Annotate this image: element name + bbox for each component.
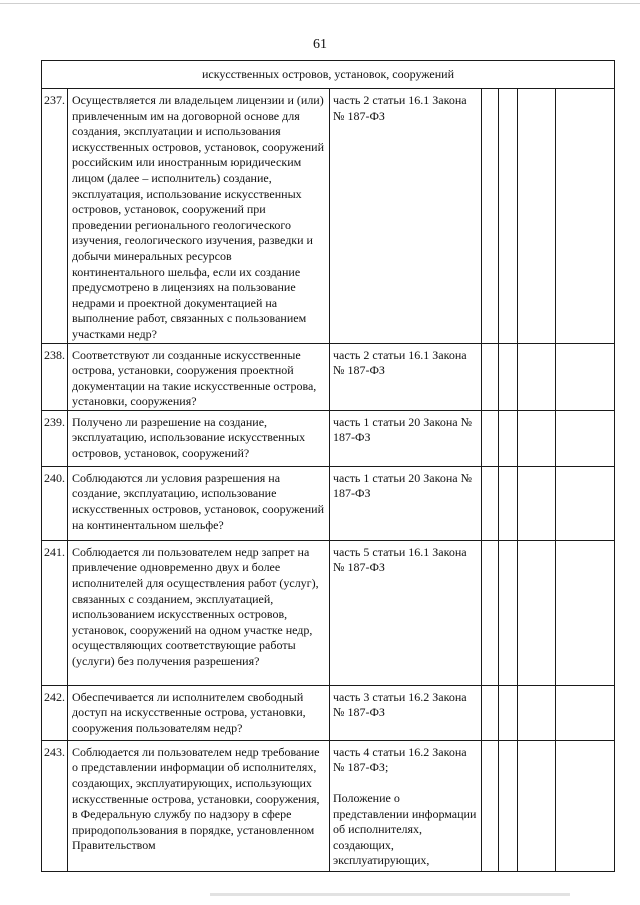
- legal-reference-text: часть 4 статьи 16.2 Закона № 187-ФЗ;: [333, 744, 467, 775]
- legal-reference: [330, 466, 482, 540]
- row-number: 240.: [42, 466, 68, 540]
- answer-no-cell: [499, 343, 518, 410]
- spacer: [333, 776, 478, 791]
- comment-cell: [556, 343, 615, 410]
- table-row: [42, 466, 615, 540]
- answer-na-cell: [518, 685, 556, 740]
- table-row: [42, 740, 615, 871]
- legal-reference: [330, 410, 482, 466]
- legal-reference-text: часть 1 статьи 20 Закона № 187-ФЗ: [333, 470, 473, 501]
- comment-cell: [556, 410, 615, 466]
- legal-reference: [330, 740, 482, 871]
- table-row: [42, 685, 615, 740]
- legal-reference: [330, 685, 482, 740]
- question-text: Соблюдаются ли условия разрешения на создание, эксплуатацию, использование искусственных островов, установок, сооружений на континентальном шельфе?: [68, 466, 330, 540]
- scan-bottom-shadow: [210, 893, 570, 896]
- legal-reference: [330, 89, 482, 344]
- answer-yes-cell: [482, 540, 499, 685]
- answer-no-cell: [499, 89, 518, 344]
- answer-yes-cell: [482, 740, 499, 871]
- legal-reference-text: часть 2 статьи 16.1 Закона № 187-ФЗ: [333, 93, 467, 123]
- answer-na-cell: [518, 343, 556, 410]
- comment-cell: [556, 540, 615, 685]
- answer-yes-cell: [482, 466, 499, 540]
- answer-yes-cell: [482, 685, 499, 740]
- answer-no-cell: [499, 410, 518, 466]
- legal-reference-text: часть 1 статьи 20 Закона № 187-ФЗ: [333, 414, 473, 445]
- comment-cell: [556, 740, 615, 871]
- legal-reference-text: часть 3 статьи 16.2 Закона № 187-ФЗ: [333, 689, 467, 720]
- row-number: 237.: [42, 89, 68, 344]
- answer-no-cell: [499, 740, 518, 871]
- page-number: 61: [313, 37, 327, 52]
- question-text: Соответствуют ли созданные искусственные острова, установки, сооружения проектной документации на такие искусственные острова, установки, сооружения?: [68, 343, 330, 410]
- table-row: [42, 410, 615, 466]
- answer-na-cell: [518, 540, 556, 685]
- answer-na-cell: [518, 740, 556, 871]
- legal-reference-text: часть 5 статьи 16.1 Закона № 187-ФЗ: [333, 544, 467, 575]
- comment-cell: [556, 89, 615, 344]
- answer-yes-cell: [482, 89, 499, 344]
- legal-reference-text: Положение о представлении информации об исполнителях, создающих, эксплуатирующих,: [333, 791, 477, 868]
- section-heading-row: [42, 61, 615, 89]
- legal-reference: [330, 540, 482, 685]
- comment-cell: [556, 466, 615, 540]
- row-number: 239.: [42, 410, 68, 466]
- answer-na-cell: [518, 466, 556, 540]
- answer-no-cell: [499, 540, 518, 685]
- row-number: 242.: [42, 685, 68, 740]
- question-text: Получено ли разрешение на создание, эксплуатацию, использование искусственных островов, установок, сооружений?: [68, 410, 330, 466]
- question-text: Соблюдается ли пользователем недр запрет на привлечение одновременно двух и более исполнителей для осуществления работ (услуг), связанных с созданием, эксплуатацией, использованием искусственных островов, установок, сооружений на одном участке недр, осуществляющих соответствующие работы (услуги) без получения разрешения?: [68, 540, 330, 685]
- table-row: [42, 343, 615, 410]
- table-row: [42, 89, 615, 344]
- answer-no-cell: [499, 685, 518, 740]
- question-text: Обеспечивается ли исполнителем свободный доступ на искусственные острова, установки, сооружения пользователям недр?: [68, 685, 330, 740]
- answer-na-cell: [518, 89, 556, 344]
- row-number: 241.: [42, 540, 68, 685]
- row-number: 238.: [42, 343, 68, 410]
- comment-cell: [556, 685, 615, 740]
- section-heading: искусственных островов, установок, сооружений: [42, 61, 615, 89]
- row-number: 243.: [42, 740, 68, 871]
- scan-top-edge: [0, 3, 640, 4]
- answer-na-cell: [518, 410, 556, 466]
- question-text: Соблюдается ли пользователем недр требование о представлении информации об исполнителях, создающих, эксплуатирующих, использующих искусственные острова, установки, сооружения, в Федеральную службу по надзору в сфере природопользования в порядке, установленном Правительством: [68, 740, 330, 871]
- legal-reference: [330, 343, 482, 410]
- legal-reference-text: часть 2 статьи 16.1 Закона № 187-ФЗ: [333, 347, 467, 378]
- requirements-table: [41, 60, 615, 872]
- question-text: Осуществляется ли владельцем лицензии и (или) привлеченным им на договорной основе для создания, эксплуатации и использования искусственных островов, установок, сооружений российским или иностранным юридическим лицом (далее – исполнитель) создание, эксплуатация, использование искусственных островов, установок, сооружений при проведении регионального геологического изучения, геологического изучения, разведки и добычи минеральных ресурсов континентального шельфа, если их создание предусмотрено в лицензиях на пользование недрами и проектной документацией на выполнение работ, связанных с пользованием участками недр?: [68, 89, 330, 344]
- answer-no-cell: [499, 466, 518, 540]
- table-row: [42, 540, 615, 685]
- answer-yes-cell: [482, 410, 499, 466]
- answer-yes-cell: [482, 343, 499, 410]
